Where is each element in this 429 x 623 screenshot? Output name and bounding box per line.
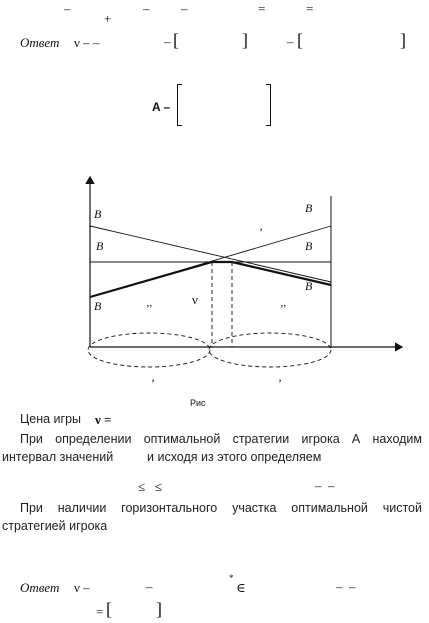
formula-symbol: + [104, 11, 112, 26]
mark: ’ [278, 376, 282, 390]
formula-symbol: – – [315, 478, 335, 493]
line-label: B [94, 207, 102, 221]
formula-symbol: ∈ [236, 580, 246, 595]
paragraph-line: и исходя из этого определяем [147, 450, 322, 464]
mark: ’’ [280, 303, 287, 315]
mark: ’’ [146, 303, 153, 315]
line-label: B [305, 201, 313, 215]
line-label: B [96, 239, 104, 253]
formula-symbol: – [287, 34, 294, 49]
bracket: ] [400, 30, 406, 50]
figure-caption: Рис [190, 398, 206, 408]
answer-label: Ответ [20, 35, 60, 50]
line-label: B [305, 279, 313, 293]
paragraph-line: интервал значений [2, 450, 114, 464]
answer-label: Ответ [20, 580, 60, 595]
paragraph-line: стратегией игрока [2, 519, 108, 533]
paragraph-line: При наличии горизонтального участка оптимальной чистой [20, 501, 422, 515]
line-b1 [90, 226, 331, 282]
bracket: ] [156, 599, 162, 619]
lower-envelope [90, 262, 331, 297]
line-label: B [94, 299, 102, 313]
dashed-ellipse-left [88, 333, 210, 367]
bracket: [ [173, 30, 179, 50]
matrix-label: A – [152, 100, 171, 114]
formula-symbol: – [64, 1, 71, 16]
formula-symbol: – [164, 34, 171, 49]
formula-symbol: – [143, 1, 150, 16]
bracket: [ [106, 599, 112, 619]
nu-label: ν [192, 292, 198, 307]
mark: ’ [259, 225, 263, 239]
formula-symbol: = [96, 604, 104, 619]
bracket: [ [297, 30, 303, 50]
line-label: B [305, 239, 313, 253]
mark: ’ [151, 376, 155, 390]
inequality: ≤ ≤ [138, 479, 163, 494]
formula-symbol: = [258, 1, 266, 16]
bracket: ] [242, 30, 248, 50]
formula-symbol: – [146, 579, 153, 594]
answer-expression: ν – – [74, 35, 100, 50]
formula-symbol: – – [336, 579, 356, 594]
game-price-value: ν = [95, 412, 112, 427]
dashed-ellipse-right [209, 333, 331, 367]
answer-expression: ν – [74, 580, 90, 595]
game-price-label: Цена игры [20, 412, 82, 426]
formula-symbol: – [181, 1, 188, 16]
formula-symbol: = [306, 1, 314, 16]
formula-symbol: * [229, 573, 234, 583]
paragraph-line: При определении оптимальной стратегии игрока А находим [20, 432, 422, 446]
